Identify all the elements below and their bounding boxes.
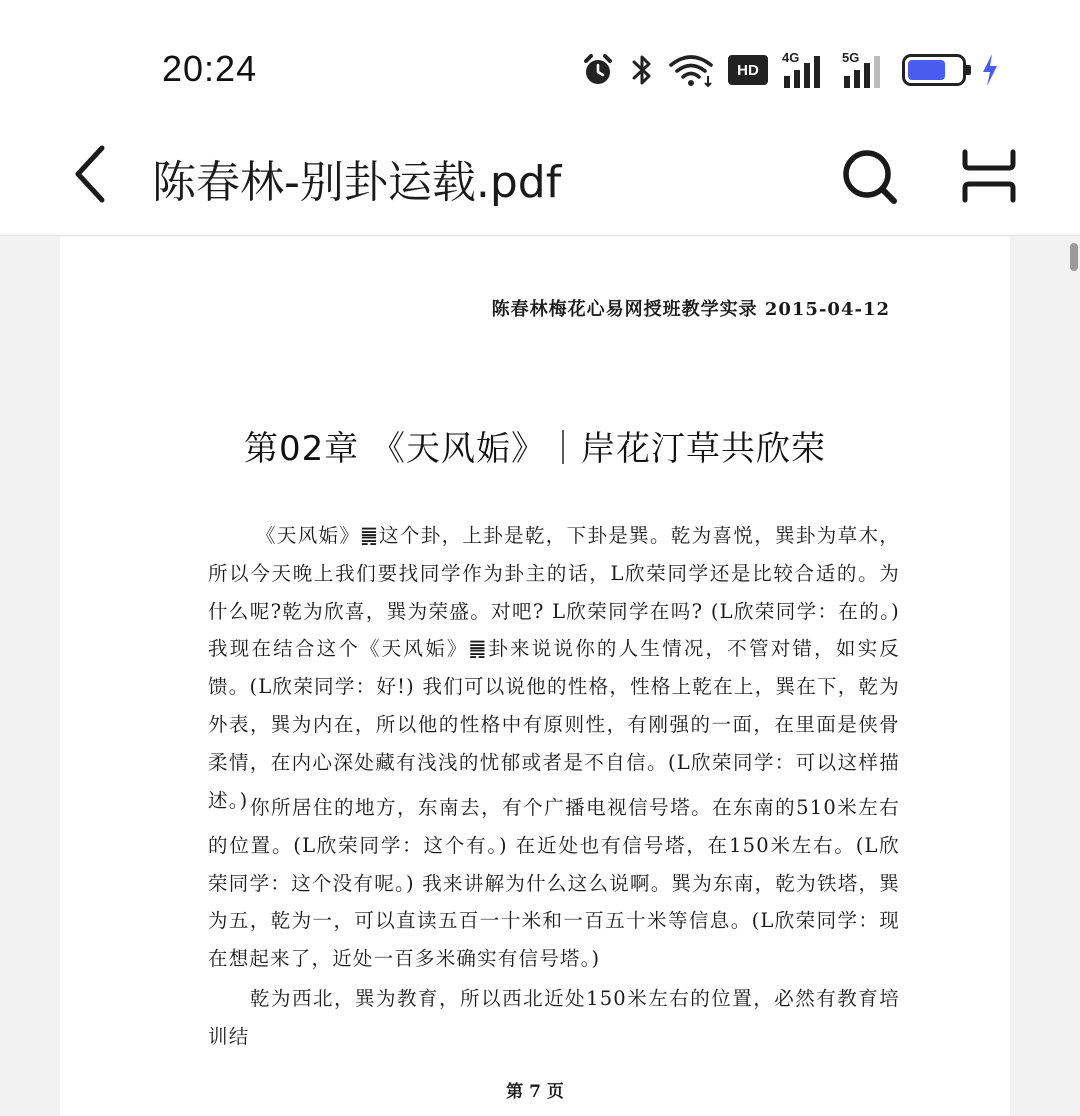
search-icon xyxy=(840,146,900,206)
bluetooth-icon xyxy=(630,52,654,88)
app-header xyxy=(0,130,1080,236)
battery-icon xyxy=(902,54,966,86)
signal-5g-label: 5G xyxy=(842,50,860,65)
charging-icon xyxy=(980,52,1000,88)
signal-4g-icon xyxy=(782,52,828,88)
paragraph: 乾为西北，巽为教育，所以西北近处150米左右的位置，必然有教育培训结 xyxy=(208,987,900,1048)
paragraph: 《天风姤》䷫这个卦，上卦是乾，下卦是巽。乾为喜悦，巽卦为草木，所以今天晚上我们要找同学作为卦主的话，L欣荣同学还是比较合适的。为什么呢?乾为欣喜，巽为荣盛。对吧? L欣荣同学在吗? (L欣荣同学：在的。) 我现在结合这个《天风姤》䷫卦来说说你的人生情况，不管对错，如实反馈。(L欣荣同学：好!) 我们可以说他的性格，性格上乾在上，巽在下，乾为外表，巽为内在，所以他的性格中有原则性，有刚强的一面，在里面是侠骨柔情，在内心深处藏有浅浅的忧郁或者是不自信。(L欣荣同学：可以这样描述。) xyxy=(208,524,900,812)
back-button[interactable] xyxy=(62,142,118,206)
signal-4g-label: 4G xyxy=(782,50,800,65)
pdf-viewer[interactable] xyxy=(0,237,1080,1116)
battery-fill xyxy=(908,60,945,80)
chapter-title: 第02章 《天风姤》｜岸花汀草共欣荣 xyxy=(243,429,827,469)
signal-5g-icon xyxy=(842,52,888,88)
document-title: 陈春林-别卦运载.pdf xyxy=(152,157,562,208)
battery-cap xyxy=(966,65,971,75)
hd-icon: HD xyxy=(728,55,768,85)
search-button[interactable] xyxy=(838,144,902,208)
paragraph: 你所居住的地方，东南去，有个广播电视信号塔。在东南的510米左右的位置。(L欣荣同学：这个有。) 在近处也有信号塔，在150米左右。(L欣荣同学：这个没有呢。) 我来讲解为什么这么说啊。巽为东南，乾为铁塔，巽为五，乾为一，可以直读五百一十米和一百五十米等信息。(L欣荣同学：现在想起来了，近处一百多米确实有信号塔。) xyxy=(208,796,900,971)
menu-button[interactable] xyxy=(956,144,1022,208)
scrollbar-thumb[interactable] xyxy=(1070,243,1078,271)
pdf-page xyxy=(60,237,1010,1116)
status-clock: 20:24 xyxy=(162,48,258,89)
page-number: 第 7 页 xyxy=(506,1082,564,1102)
menu-icon xyxy=(959,148,1019,204)
page-header: 陈春林梅花心易网授班教学实录 2015-04-12 xyxy=(491,299,890,320)
wifi-icon xyxy=(668,52,714,88)
alarm-icon xyxy=(580,52,616,88)
status-icons xyxy=(580,48,1000,92)
chevron-left-icon xyxy=(70,144,110,204)
previous-page-remnant xyxy=(288,237,488,241)
status-bar xyxy=(0,0,1080,130)
